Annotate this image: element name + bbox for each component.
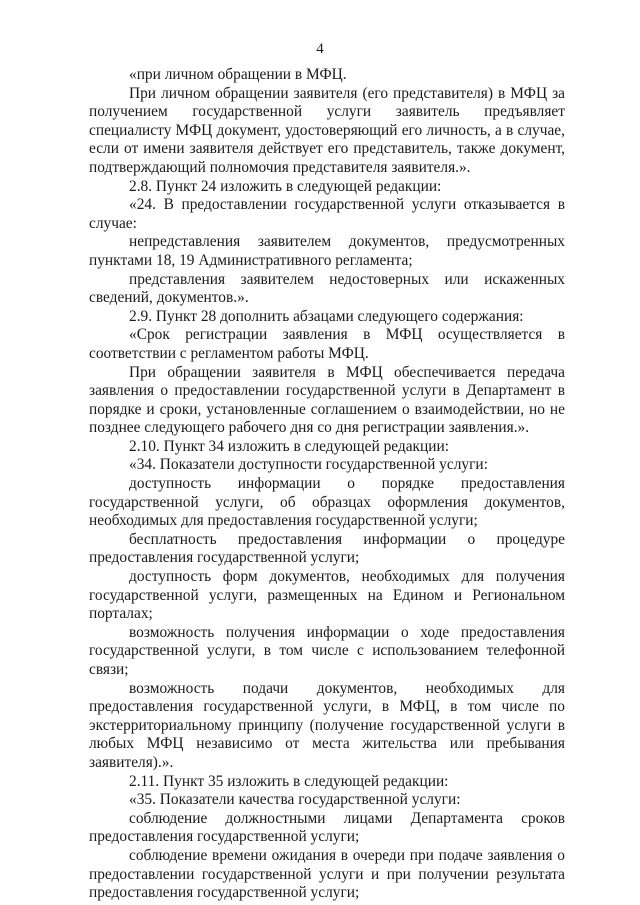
paragraph: «34. Показатели доступности государственной услуги: bbox=[129, 456, 488, 474]
paragraph: «Срок регистрации заявления в МФЦ осуществляется в соответствии с регламентом работы МФЦ. bbox=[89, 326, 565, 362]
paragraph: «24. В предоставлении государственной услуги отказывается в случае: bbox=[89, 196, 565, 232]
paragraph: возможность получения информации о ходе предоставления государственной услуги, в том числе с использованием телефонной связи; bbox=[89, 623, 565, 678]
paragraph: При личном обращении заявителя (его представителя) в МФЦ за получением государственной услуги заявитель предъявляет специалисту МФЦ документ, удостоверяющий его личность, а в случае, если от имени заявителя действует его представитель, также документ, подтверждающий полномочия представителя заявителя.». bbox=[89, 84, 565, 176]
paragraph: 2.9. Пункт 28 дополнить абзацами следующего содержания: bbox=[129, 307, 524, 325]
paragraph: «при личном обращении в МФЦ. bbox=[129, 66, 347, 83]
paragraph: доступность форм документов, необходимых для получения государственной услуги, размещенных на Едином и Региональном порталах; bbox=[89, 568, 565, 623]
paragraph: соблюдение должностными лицами Департамента сроков предоставления государственной услуги; bbox=[89, 809, 565, 846]
paragraph: 2.11. Пункт 35 изложить в следующей редакции: bbox=[129, 772, 449, 790]
paragraph: 2.8. Пункт 24 изложить в следующей редакции: bbox=[129, 177, 442, 195]
paragraph: бесплатность предоставления информации о процедуре предоставления государственной услуги; bbox=[89, 530, 565, 567]
paragraph: непредставления заявителем документов, предусмотренных пунктами 18, 19 Административного регламента; bbox=[89, 233, 565, 269]
paragraph: возможность подачи документов, необходимых для предоставления государственной услуги, в МФЦ, в том числе по экстерриториальному принципу (получение государственной услуги в любых МФЦ независимо от места жительства или пребывания заявителя).». bbox=[89, 679, 565, 771]
paragraph: 2.10. Пункт 34 изложить в следующей редакции: bbox=[129, 437, 450, 455]
paragraph: представления заявителем недостоверных или искаженных сведений, документов.». bbox=[89, 270, 565, 307]
paragraph: соблюдение времени ожидания в очереди при подаче заявления о предоставлении государственной услуги и при получении результата предоставления государственной услуги; bbox=[89, 846, 565, 902]
paragraph: доступность информации о порядке предоставления государственной услуги, об образцах оформления документов, необходимых для предоставления государственной услуги; bbox=[89, 475, 565, 530]
paragraph: При обращении заявителя в МФЦ обеспечивается передача заявления о предоставлении государственной услуги в Департамент в порядке и сроки, установленные соглашением о взаимодействии, но не позднее следующего рабочего дня со дня регистрации заявления.». bbox=[89, 363, 565, 437]
page-number: 4 bbox=[316, 41, 324, 57]
paragraph: «35. Показатели качества государственной услуги: bbox=[129, 791, 461, 809]
document-body bbox=[89, 66, 565, 903]
